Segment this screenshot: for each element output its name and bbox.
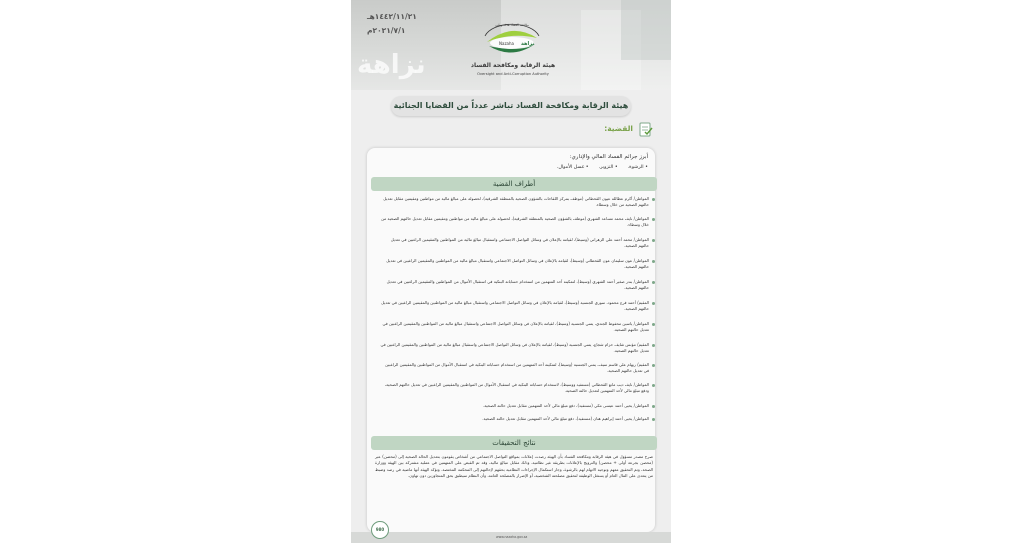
authority-name-en: Oversight and Anti-Corruption Authority xyxy=(477,72,549,76)
authority-name-ar: هيئة الرقابة ومكافحة الفساد xyxy=(470,62,556,69)
hotline-phone-icon: 980 xyxy=(371,521,389,539)
party-item: المواطن/ محمد أحمد علي الزهراني (وسيط)، لقيامه بالإعلان في وسائل التواصل الاجتماعي واستقبال مبالغ مالية من المواطنين والمقيمين الراغبين في تعديل حالتهم الصحية. xyxy=(379,237,655,250)
crime-item: • الرشوة. xyxy=(627,165,648,170)
logo-brand-ar: نزاهة xyxy=(521,41,535,47)
party-item: المقيم/ ريهام علي قاسم سيف، يمني الجنسية (وسيط)، لتمكينه أحد المتهمين من استخدام حساباته البنكية في استقبال الأموال من المواطنين والمقيمين الراغبين في تعديل حالتهم الصحية. xyxy=(379,362,655,375)
footer-url: www.nazaha.gov.sa xyxy=(496,535,528,539)
document-page xyxy=(351,0,671,543)
crimes-list xyxy=(557,165,648,170)
party-item: المقيم/ أحمد فرج محمود، سوري الجنسية (وسيط)، لقيامه بالإعلان في وسائل التواصل الاجتماعي واستقبال مبالغ مالية من المواطنين والمقيمين الراغبين في تعديل حالتهم الصحية. xyxy=(379,300,655,313)
checklist-icon xyxy=(639,121,653,137)
results-text: صرح مصدر مسؤول في هيئة الرقابة ومكافحة الفساد بأن الهيئة رصدت إعلانات بمواقع التواصل الاجتماعي من أشخاص يقومون بتعديل الحالة الصحية إلى (محصن) عبر (محصن بجرعة أولى + محصن) والترويج بالإعلانات بطريقة غير نظامية، وذلك مقابل مبالغ مالية، وقد تم القبض على المتهمين في عملية مشتركة بين الهيئة ووزارة الصحة، وتم التحقيق معهم وتوجيه الاتهام لهم بالرشوة، وجار استكمال الإجراءات النظامية بحقهم لإحالتهم إلى المحكمة المختصة. وتؤكد الهيئة أنها ماضية في رصد وضبط من يتعدى على المال العام أو يستغل الوظيفة لتحقيق مصلحته الشخصية، أو الإضرار بالمصلحة العامة، وأن النظام سيطبق بحق المتجاوزين دون تهاون. xyxy=(375,454,653,479)
logo-brand-en: Nazaha xyxy=(499,41,514,46)
crime-item: • التزوير. xyxy=(598,165,618,170)
party-item: المواطن/ بندر صغير أحمد الشهري (وسيط)، لتمكينه أحد المتهمين من استخدام حساباته البنكية في استقبال الأموال من المواطنين والمقيمين الراغبين في تعديل حالتهم الصحية. xyxy=(379,279,655,292)
party-item: المواطن/ أكرم عطالله عيون القحطاني (موظف بمركز اللقاحات بالشؤون الصحية بالمنطقة الشرقية)، لحصوله على مبالغ مالية من مواطنين ومقيمين مقابل تعديل حالتهم الصحية من خلال وسطاء. xyxy=(379,196,655,209)
party-item: المقيم/ مؤنس شايف حزام شجاع، يمني الجنسية (وسيط)، لقيامه بالإعلان في وسائل التواصل الاجتماعي واستقبال مبالغ مالية من المواطنين والمقيمين الراغبين في تعديل حالتهم الصحية. xyxy=(379,342,655,355)
crimes-title: أبرز جرائم الفساد المالي والإداري: xyxy=(569,154,648,160)
party-item: المواطن/ عون سليمان عون القحطاني (وسيط)، لقيامه بالإعلان في وسائل التواصل الاجتماعي واستقبال مبالغ مالية من المواطنين والمقيمين الراغبين في تعديل حالتهم الصحية. xyxy=(379,258,655,271)
logo-arabic-top: مكافحة الفساد هدف وطني xyxy=(495,23,529,27)
parties-heading: أطراف القضية xyxy=(371,177,657,191)
party-item: المواطن/ نايف ديب مانع القحطاني (مستفيد ووسيط)، لاستخدام حساباته البنكية في استقبال الأموال من المواطنين والمقيمين الراغبين في تعديل حالتهم الصحية، ودفع مبلغ مالي لأحد المتهمين لتعديل حالته الصحية. xyxy=(379,382,655,395)
party-item: المواطن/ ياسين محفوظ الجندي، يمني الجنسية (وسيط)، لقيامه بالإعلان في وسائل التواصل الاجتماعي واستقبال مبالغ مالية من المواطنين والمقيمين الراغبين في تعديل حالتهم الصحية. xyxy=(379,321,655,334)
case-label: القضية: xyxy=(604,124,633,133)
party-item: المواطن/ يحيى أحمد إبراهيم هتان (مستفيد)، دفع مبلغ مالي لأحد المتهمين مقابل تعديل حالته الصحية. xyxy=(379,416,655,422)
crime-item: • غسل الأموال. xyxy=(556,165,589,170)
party-item: المواطن/ نايف محمد مساعد الشهري (موظف بالشؤون الصحية بالمنطقة الشرقية)، لحصوله على مبالغ مالية من مواطنين ومقيمين مقابل تعديل حالتهم الصحية من خلال وسطاء. xyxy=(379,216,655,229)
party-item: المواطن/ يحيى أحمد عيسى مكي (مستفيد)، دفع مبلغ مالي لأحد المتهمين مقابل تعديل حالته الصحية. xyxy=(379,403,655,409)
results-heading: نتائج التحقيقات xyxy=(371,436,657,450)
nazaha-watermark: نزاهة xyxy=(357,50,426,80)
issue-dates xyxy=(367,10,417,38)
date-gregorian: ٢٠٢١/٧/١م xyxy=(367,26,406,35)
page-title: هيئة الرقابة ومكافحة الفساد تباشر عدداً من القضايا الجنائية xyxy=(391,96,631,116)
date-hijri: ١٤٤٢/١١/٢١هـ xyxy=(367,12,417,21)
